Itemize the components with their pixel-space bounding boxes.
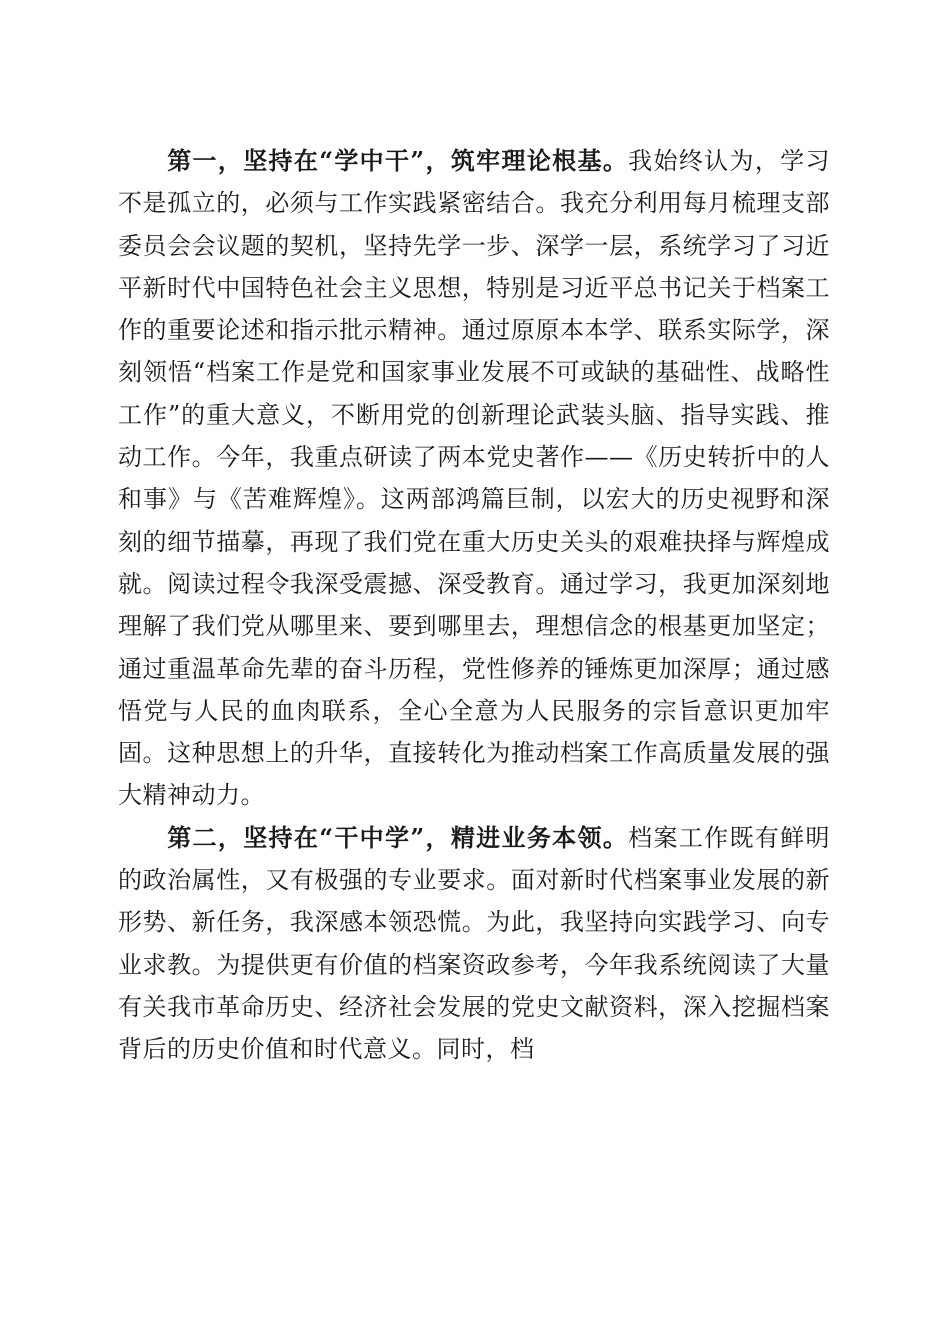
paragraph-2 — [118, 817, 830, 1071]
paragraph-1-heading: 第一，坚持在“学中干”，筑牢理论根基。 — [167, 146, 629, 175]
document-body — [118, 140, 830, 1071]
paragraph-2-text: 档案工作既有鲜明的政治属性，又有极强的专业要求。面对新时代档案事业发展的新形势、新任务，我深感本领恐慌。为此，我坚持向实践学习、向专业求教。为提供更有价值的档案资政参考，今年我系统阅读了大量有关我市革命历史、经济社会发展的党史文献资料，深入挖掘档案背后的历史价值和时代意义。同时，档 — [118, 823, 830, 1064]
paragraph-1 — [118, 140, 830, 817]
paragraph-1-text: 我始终认为，学习不是孤立的，必须与工作实践紧密结合。我充分利用每月梳理支部委员会会议题的契机，坚持先学一步、深学一层，系统学习了习近平新时代中国特色社会主义思想，特别是习近平总书记关于档案工作的重要论述和指示批示精神。通过原原本本学、联系实际学，深刻领悟“档案工作是党和国家事业发展不可或缺的基础性、战略性工作”的重大意义，不断用党的创新理论武装头脑、指导实践、推动工作。今年，我重点研读了两本党史著作——《历史转折中的人和事》与《苦难辉煌》。这两部鸿篇巨制，以宏大的历史视野和深刻的细节描摹，再现了我们党在重大历史关头的艰难抉择与辉煌成就。阅读过程令我深受震撼、深受教育。通过学习，我更加深刻地理解了我们党从哪里来、要到哪里去，理想信念的根基更加坚定；通过重温革命先辈的奋斗历程，党性修养的锤炼更加深厚；通过感悟党与人民的血肉联系，全心全意为人民服务的宗旨意识更加牢固。这种思想上的升华，直接转化为推动档案工作高质量发展的强大精神动力。 — [118, 147, 830, 810]
paragraph-2-heading: 第二，坚持在“干中学”，精进业务本领。 — [167, 822, 629, 852]
